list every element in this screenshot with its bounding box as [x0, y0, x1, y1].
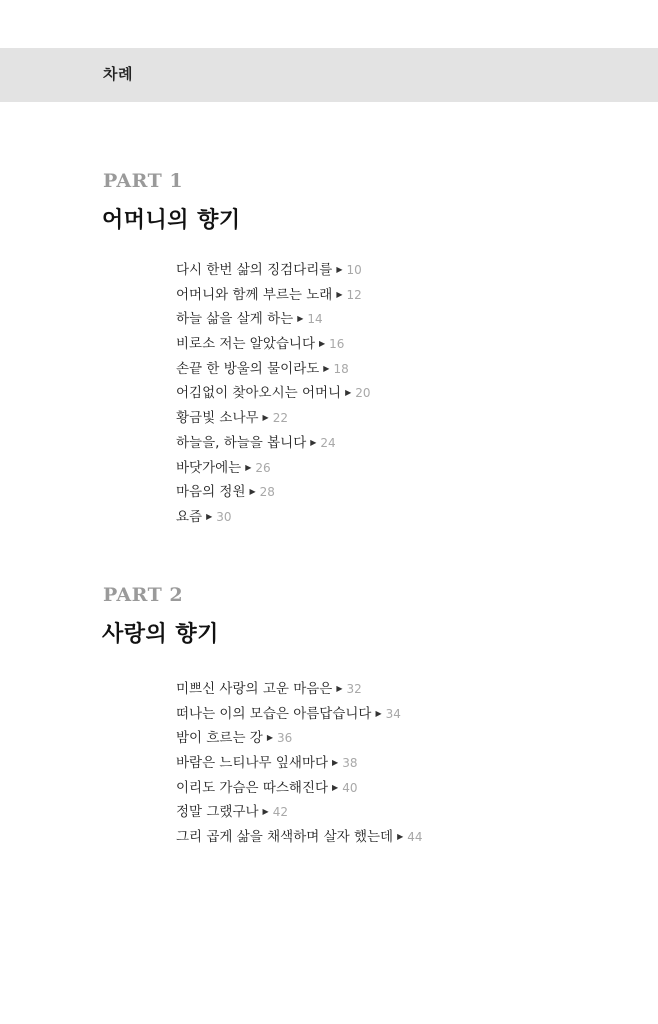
toc-page-number: 10: [346, 263, 362, 277]
toc-entry[interactable]: [176, 677, 423, 702]
triangle-right-icon: ▶: [345, 388, 352, 398]
toc-entry[interactable]: [176, 456, 371, 481]
triangle-right-icon: ▶: [336, 289, 343, 299]
toc-entry[interactable]: [176, 283, 371, 308]
triangle-right-icon: ▶: [249, 487, 256, 497]
toc-page-number: 22: [272, 411, 288, 426]
toc-entry-title: 정말 그랬구나: [176, 804, 259, 821]
triangle-right-icon: ▶: [262, 807, 269, 817]
toc-entry-title: 미쁘신 사랑의 고운 마음은: [176, 681, 333, 697]
toc-entry[interactable]: [176, 357, 371, 382]
triangle-right-icon: ▶: [245, 462, 252, 472]
toc-entry[interactable]: [176, 505, 371, 530]
toc-page-number: 34: [385, 706, 401, 721]
toc-page-number: 30: [216, 509, 232, 524]
toc-entry[interactable]: [176, 726, 423, 751]
toc-page-number: 40: [342, 780, 358, 795]
triangle-right-icon: ▶: [323, 363, 330, 373]
triangle-right-icon: ▶: [266, 733, 273, 743]
toc-entry[interactable]: [176, 825, 423, 850]
toc-entry-title: 그리 곱게 삶을 채색하며 살자 했는데: [176, 829, 394, 846]
triangle-right-icon: ▶: [310, 437, 317, 447]
toc-entry-title: 다시 한번 삶의 징검다리를: [176, 262, 333, 278]
toc-entry-title: 바닷가에는: [176, 459, 242, 476]
toc-page-number: 32: [346, 682, 362, 696]
part-1-label: PART 1: [103, 170, 184, 192]
toc-page-number: 24: [320, 435, 336, 450]
triangle-right-icon: ▶: [336, 265, 343, 274]
toc-page-number: 38: [342, 756, 358, 771]
toc-entry-title: 하늘 삶을 살게 하는: [176, 311, 294, 328]
page-title: 차례: [103, 65, 133, 83]
toc-entry[interactable]: [176, 381, 371, 406]
toc-entry-title: 하늘을, 하늘을 봅니다: [176, 434, 307, 451]
toc-entry-title: 바람은 느티나무 잎새마다: [176, 755, 329, 772]
part-1-title: 어머니의 향기: [102, 208, 241, 233]
toc-entry-title: 어머니와 함께 부르는 노래: [176, 286, 333, 303]
toc-entry[interactable]: [176, 776, 423, 801]
triangle-right-icon: ▶: [397, 832, 404, 842]
triangle-right-icon: ▶: [262, 413, 269, 423]
toc-entry-title: 황금빛 소나무: [176, 410, 259, 427]
toc-entry[interactable]: [176, 751, 423, 776]
triangle-right-icon: ▶: [319, 339, 326, 349]
triangle-right-icon: ▶: [332, 758, 339, 768]
toc-page-number: 20: [355, 386, 371, 401]
toc-entry-title: 떠나는 이의 모습은 아름답습니다: [176, 705, 372, 722]
toc-entry[interactable]: [176, 431, 371, 456]
toc-entry[interactable]: [176, 406, 371, 431]
part-2-label: PART 2: [103, 584, 184, 606]
toc-entry[interactable]: [176, 307, 371, 332]
toc-entry-title: 이리도 가슴은 따스해진다: [176, 779, 329, 796]
toc-entry[interactable]: [176, 800, 423, 825]
part-2-toc-list: [176, 677, 423, 850]
toc-page-number: 14: [307, 312, 323, 327]
toc-entry-title: 비로소 저는 알았습니다: [176, 336, 315, 353]
toc-entry[interactable]: [176, 702, 423, 727]
toc-entry[interactable]: [176, 332, 371, 357]
triangle-right-icon: ▶: [297, 314, 304, 324]
toc-entry[interactable]: [176, 258, 371, 283]
part-1-toc-list: [176, 258, 371, 530]
toc-page-number: 16: [329, 337, 345, 352]
part-2-title: 사랑의 향기: [102, 622, 219, 647]
toc-entry[interactable]: [176, 480, 371, 505]
toc-page-number: 12: [346, 287, 362, 302]
toc-entry-title: 손끝 한 방울의 물이라도: [176, 360, 320, 377]
triangle-right-icon: ▶: [206, 511, 213, 521]
triangle-right-icon: ▶: [375, 708, 382, 718]
toc-page-number: 28: [259, 485, 275, 500]
toc-entry-title: 마음의 정원: [176, 484, 246, 501]
toc-page-number: 26: [255, 460, 271, 475]
toc-page-number: 44: [407, 830, 423, 845]
header-band: [0, 48, 658, 102]
triangle-right-icon: ▶: [332, 782, 339, 792]
toc-entry-title: 요즘: [176, 508, 203, 525]
triangle-right-icon: ▶: [336, 684, 343, 693]
toc-page-number: 36: [277, 731, 293, 746]
toc-entry-title: 어김없이 찾아오시는 어머니: [176, 385, 342, 402]
toc-page-number: 18: [333, 361, 349, 376]
toc-entry-title: 밤이 흐르는 강: [176, 730, 263, 747]
toc-page-number: 42: [272, 805, 288, 820]
